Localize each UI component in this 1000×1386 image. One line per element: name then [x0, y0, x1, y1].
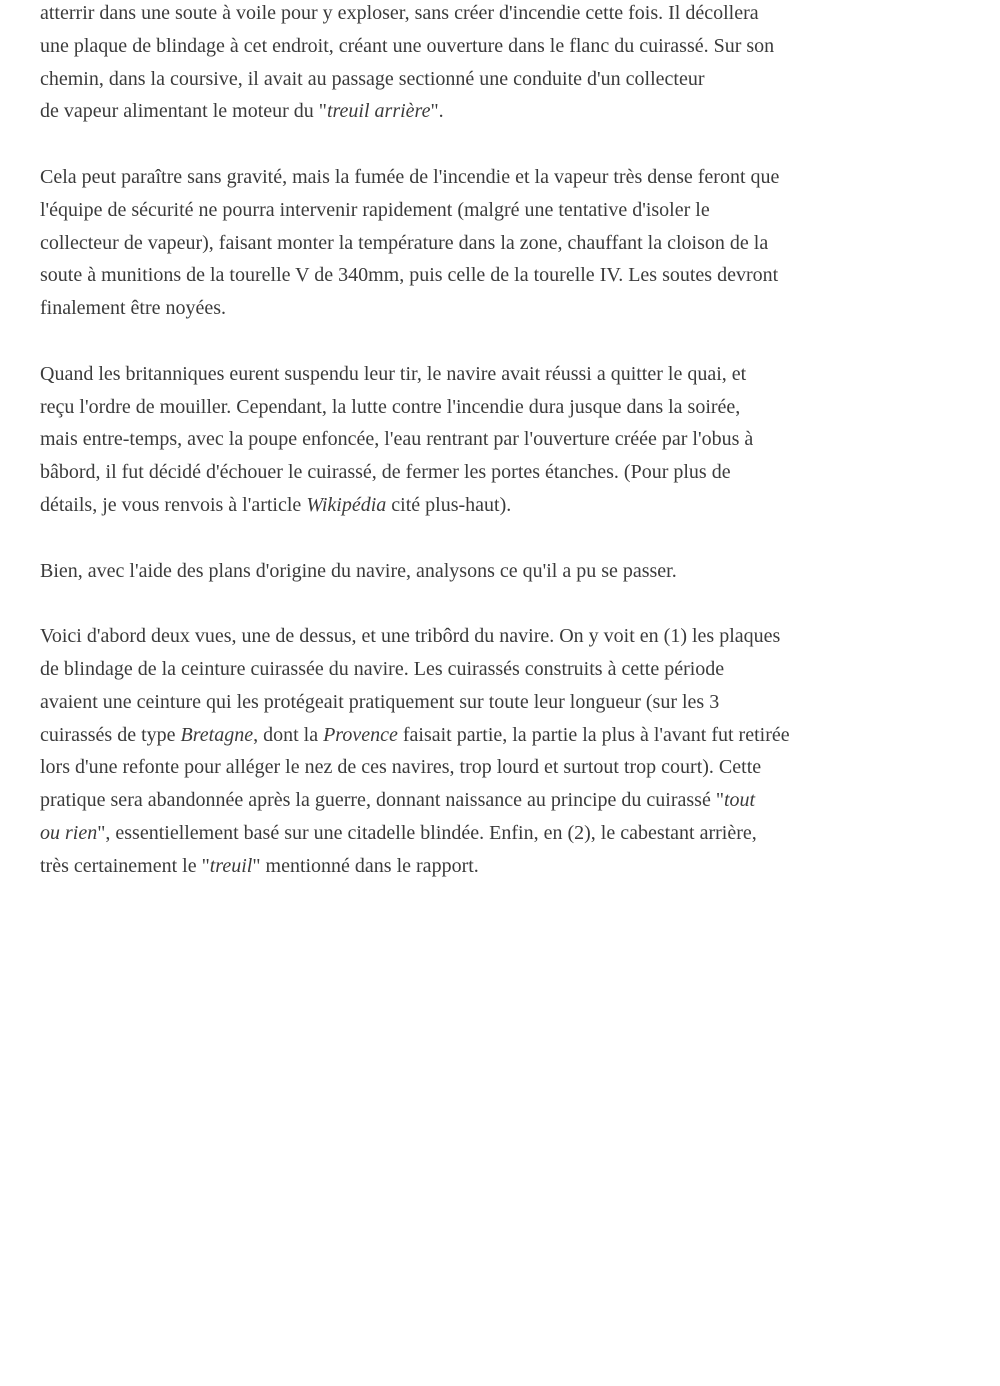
text-segment: pratique sera abandonnée après la guerre, donnant naissance au principe du cuirassé " — [40, 789, 724, 812]
text-line — [40, 292, 995, 325]
italic-text: Provence — [323, 723, 398, 746]
text-line — [40, 423, 995, 456]
text-line — [40, 555, 995, 588]
text-line — [40, 817, 995, 850]
text-line — [40, 391, 995, 424]
italic-text: Wikipédia — [306, 493, 387, 516]
text-line — [40, 227, 995, 260]
text-segment: , dont la — [253, 723, 324, 746]
text-segment: chemin, dans la coursive, il avait au passage sectionné une conduite d'un collecteur — [40, 67, 705, 90]
text-segment: ", essentiellement basé sur une citadelle blindée. Enfin, en (2), le cabestant arrière, — [97, 821, 757, 844]
text-segment: finalement être noyées. — [40, 297, 227, 320]
text-segment: mais entre-temps, avec la poupe enfoncée, l'eau rentrant par l'ouverture créée par l'obus à — [40, 428, 754, 451]
paragraph — [40, 161, 995, 325]
paragraph — [40, 0, 995, 128]
text-segment: détails, je vous renvois à l'article — [40, 493, 307, 516]
text-segment: cuirassés de type — [40, 723, 181, 746]
text-segment: atterrir dans une soute à voile pour y exploser, sans créer d'incendie cette fois. Il décollera — [40, 2, 759, 24]
text-line — [40, 358, 995, 391]
text-segment: Bien, avec l'aide des plans d'origine du navire, analysons ce qu'il a pu se passer. — [40, 559, 677, 582]
text-line — [40, 620, 995, 653]
text-segment: de blindage de la ceinture cuirassée du navire. Les cuirassés construits à cette période — [40, 657, 725, 680]
text-line — [40, 653, 995, 686]
italic-text: ou rien — [40, 821, 98, 844]
text-line — [40, 456, 995, 489]
text-line — [40, 0, 995, 30]
text-line — [40, 489, 995, 522]
text-segment: de vapeur alimentant le moteur du " — [40, 100, 327, 123]
text-segment: bâbord, il fut décidé d'échouer le cuirassé, de fermer les portes étanches. (Pour plus de — [40, 461, 731, 484]
text-segment: Quand les britanniques eurent suspendu leur tir, le navire avait réussi a quitter le quai, et — [40, 362, 747, 385]
italic-text: tout — [723, 789, 756, 812]
text-line — [40, 784, 995, 817]
text-segment: soute à munitions de la tourelle V de 340mm, puis celle de la tourelle IV. Les soutes devront — [40, 264, 779, 287]
text-segment: lors d'une refonte pour alléger le nez de ces navires, trop lourd et surtout trop court). Cette — [40, 756, 762, 779]
text-line — [40, 751, 995, 784]
text-line — [40, 30, 995, 63]
text-segment: " mentionné dans le rapport. — [252, 854, 479, 877]
italic-text: treuil arrière — [326, 100, 431, 123]
text-segment: reçu l'ordre de mouiller. Cependant, la lutte contre l'incendie dura jusque dans la soirée, — [40, 395, 741, 418]
text-segment: cité plus-haut). — [386, 493, 512, 516]
paragraph — [40, 358, 995, 522]
text-segment: Cela peut paraître sans gravité, mais la fumée de l'incendie et la vapeur très dense feront que — [40, 165, 780, 188]
text-segment: ". — [430, 100, 444, 123]
italic-text: Bretagne — [180, 723, 254, 746]
text-line — [40, 686, 995, 719]
text-segment: faisait partie, la partie la plus à l'avant fut retirée — [397, 723, 790, 746]
text-segment: une plaque de blindage à cet endroit, créant une ouverture dans le flanc du cuirassé. Sur son — [40, 34, 775, 57]
paragraph — [40, 555, 995, 588]
text-line — [40, 259, 995, 292]
text-segment: Voici d'abord deux vues, une de dessus, et une tribôrd du navire. On y voit en (1) les plaques — [40, 625, 781, 648]
text-line — [40, 95, 995, 128]
text-segment: l'équipe de sécurité ne pourra intervenir rapidement (malgré une tentative d'isoler le — [40, 198, 710, 221]
text-line — [40, 63, 995, 96]
text-segment: très certainement le " — [40, 854, 210, 877]
paragraph — [40, 620, 995, 882]
text-line — [40, 194, 995, 227]
text-line — [40, 719, 995, 752]
text-line — [40, 850, 995, 883]
italic-text: treuil — [209, 854, 253, 877]
text-segment: collecteur de vapeur), faisant monter la température dans la zone, chauffant la cloison de la — [40, 231, 769, 254]
text-segment: avaient une ceinture qui les protégeait pratiquement sur toute leur longueur (sur les 3 — [40, 690, 720, 713]
text-line — [40, 161, 995, 194]
article-body — [40, 0, 995, 915]
